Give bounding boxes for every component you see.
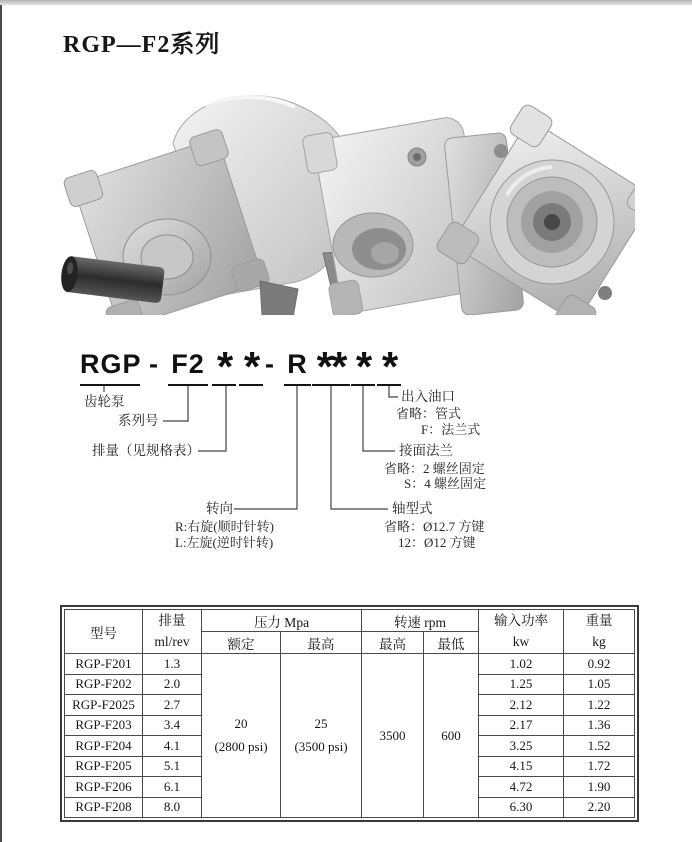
- table-row: [65, 654, 635, 675]
- cell-power: 2.17: [479, 715, 564, 736]
- cell-speed-max-merged: 3500: [362, 654, 424, 818]
- col-header-pressure-group: 压力 Mpa: [202, 610, 362, 632]
- callout-shaft-label: 轴型式: [392, 501, 433, 516]
- cell-displacement: 4.1: [143, 736, 202, 757]
- page-top-edge: [0, 0, 692, 5]
- callout-flange-option-s: S：4 螺丝固定: [404, 476, 486, 491]
- cell-weight: 1.90: [564, 777, 635, 798]
- col-header-pressure-rated: 额定: [202, 632, 281, 654]
- cell-displacement: 8.0: [143, 797, 202, 818]
- cell-power: 1.02: [479, 654, 564, 675]
- code-segment-rotation: R: [284, 347, 311, 386]
- cell-weight: 1.05: [564, 674, 635, 695]
- cell-model: RGP-F208: [65, 797, 143, 818]
- cell-pressure-max-merged: 25 (3500 psi): [281, 654, 362, 818]
- code-segment-port: *: [377, 347, 401, 386]
- callout-port-option-default: 省略：管式: [396, 406, 462, 421]
- table-header-row-1: [65, 610, 635, 632]
- cell-power: 3.25: [479, 736, 564, 757]
- callout-flange-label: 接面法兰: [399, 443, 453, 458]
- code-segment-disp-2: *: [239, 347, 263, 386]
- cell-power: 4.72: [479, 777, 564, 798]
- spec-table-frame: [60, 605, 639, 822]
- cell-displacement: 5.1: [143, 756, 202, 777]
- code-segment-shaft: **: [312, 347, 350, 386]
- code-segment-flange: *: [351, 347, 375, 386]
- callout-displacement-label: 排量（见规格表）: [92, 443, 200, 458]
- cell-power: 2.12: [479, 695, 564, 716]
- code-segment-dash: -: [149, 349, 159, 379]
- cell-model: RGP-F201: [65, 654, 143, 675]
- cell-weight: 1.22: [564, 695, 635, 716]
- cell-weight: 0.92: [564, 654, 635, 675]
- callout-rotation-option-l: L:左旋(逆时针转): [175, 535, 274, 550]
- page-title: RGP—F2系列: [63, 32, 221, 58]
- cell-weight: 1.52: [564, 736, 635, 757]
- code-segment-disp-1: *: [212, 347, 236, 386]
- callout-port-label: 出入油口: [401, 389, 455, 404]
- cell-displacement: 1.3: [143, 654, 202, 675]
- code-segment-series: F2: [168, 347, 208, 386]
- col-header-displacement: 排量 ml/rev: [143, 610, 202, 654]
- col-header-power: 输入功率 kw: [479, 610, 564, 654]
- code-segment-prefix: RGP: [80, 347, 140, 386]
- cell-weight: 1.36: [564, 715, 635, 736]
- cell-displacement: 2.7: [143, 695, 202, 716]
- cell-model: RGP-F203: [65, 715, 143, 736]
- col-header-model: 型号: [65, 610, 143, 654]
- pump-photo-front-view: [59, 96, 359, 315]
- code-segment-dash-2: -: [265, 349, 275, 379]
- col-header-speed-group: 转速 rpm: [362, 610, 479, 632]
- product-photos: [55, 85, 635, 315]
- cell-model: RGP-F204: [65, 736, 143, 757]
- spec-table: [64, 609, 635, 818]
- cell-displacement: 3.4: [143, 715, 202, 736]
- col-header-pressure-max: 最高: [281, 632, 362, 654]
- col-header-weight: 重量 kg: [564, 610, 635, 654]
- cell-power: 4.15: [479, 756, 564, 777]
- callout-series-label: 系列号: [118, 413, 159, 428]
- cell-model: RGP-F205: [65, 756, 143, 777]
- model-code-diagram: [0, 345, 692, 607]
- col-header-speed-min: 最低: [424, 632, 479, 654]
- callout-rotation-label: 转向: [206, 501, 233, 516]
- cell-displacement: 6.1: [143, 777, 202, 798]
- callout-flange-option-default: 省略：2 螺丝固定: [384, 461, 485, 476]
- col-header-speed-max: 最高: [362, 632, 424, 654]
- cell-power: 1.25: [479, 674, 564, 695]
- cell-model: RGP-F2025: [65, 695, 143, 716]
- cell-pressure-rated-merged: 20 (2800 psi): [202, 654, 281, 818]
- cell-weight: 1.72: [564, 756, 635, 777]
- callout-shaft-option-default: 省略：Ø12.7 方键: [384, 519, 485, 534]
- callout-port-option-f: F：法兰式: [421, 422, 481, 437]
- cell-speed-min-merged: 600: [424, 654, 479, 818]
- callout-rotation-option-r: R:右旋(顺时针转): [175, 519, 274, 534]
- callout-shaft-option-12: 12：Ø12 方键: [398, 535, 476, 550]
- cell-weight: 2.20: [564, 797, 635, 818]
- pump-photo-rear-view: [302, 102, 635, 315]
- cell-model: RGP-F206: [65, 777, 143, 798]
- cell-power: 6.30: [479, 797, 564, 818]
- cell-model: RGP-F202: [65, 674, 143, 695]
- callout-gear-pump-label: 齿轮泵: [84, 394, 125, 409]
- cell-displacement: 2.0: [143, 674, 202, 695]
